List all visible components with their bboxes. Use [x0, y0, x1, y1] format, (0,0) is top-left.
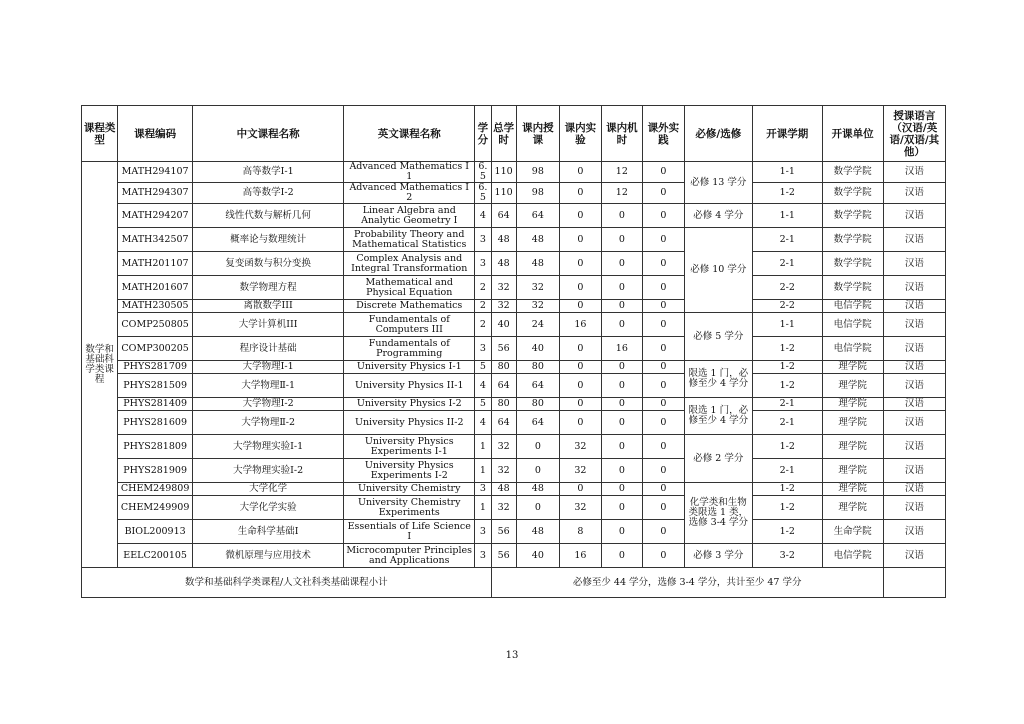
- course-en-name: Advanced Mathematics I 1: [344, 162, 475, 183]
- course-language: 汉语: [883, 276, 945, 300]
- course-language: 汉语: [883, 459, 945, 483]
- course-unit: 电信学院: [822, 300, 883, 313]
- course-lab: 16: [560, 313, 601, 337]
- course-lecture: 0: [516, 435, 560, 459]
- header-computer: 课内机时: [601, 106, 642, 162]
- course-term: 1-2: [753, 435, 822, 459]
- course-language: 汉语: [883, 435, 945, 459]
- course-cn-name: 大学物理Ⅱ-2: [192, 411, 343, 435]
- course-computer: 0: [601, 252, 642, 276]
- course-code: COMP300205: [118, 337, 193, 361]
- course-lecture: 32: [516, 300, 560, 313]
- course-code: MATH294207: [118, 204, 193, 228]
- required-group: 必修 3 学分: [684, 544, 752, 568]
- required-group: 必修 4 学分: [684, 204, 752, 228]
- course-unit: 理学院: [822, 411, 883, 435]
- course-row: [82, 544, 946, 568]
- course-hours: 32: [491, 459, 516, 483]
- course-lecture: 40: [516, 544, 560, 568]
- course-lecture: 80: [516, 361, 560, 374]
- course-row: [82, 162, 946, 183]
- course-computer: 12: [601, 183, 642, 204]
- course-term: 2-2: [753, 300, 822, 313]
- course-language: 汉语: [883, 520, 945, 544]
- header-total-hours: 总学时: [491, 106, 516, 162]
- course-computer: 0: [601, 228, 642, 252]
- course-lecture: 64: [516, 204, 560, 228]
- course-computer: 0: [601, 300, 642, 313]
- course-practice: 0: [643, 496, 684, 520]
- course-lab: 0: [560, 228, 601, 252]
- course-unit: 电信学院: [822, 337, 883, 361]
- course-unit: 理学院: [822, 361, 883, 374]
- course-credit: 2: [475, 313, 492, 337]
- course-code: PHYS281909: [118, 459, 193, 483]
- course-row: [82, 300, 946, 313]
- header-unit: 开课单位: [822, 106, 883, 162]
- summary-value: 必修至少 44 学分，选修 3-4 学分，共计至少 47 学分: [491, 568, 883, 598]
- course-practice: 0: [643, 483, 684, 496]
- course-cn-name: 概率论与数理统计: [192, 228, 343, 252]
- header-practice: 课外实践: [643, 106, 684, 162]
- course-unit: 理学院: [822, 459, 883, 483]
- course-credit: 2: [475, 300, 492, 313]
- course-cn-name: 大学物理实验Ⅰ-1: [192, 435, 343, 459]
- course-term: 2-1: [753, 459, 822, 483]
- course-lecture: 0: [516, 496, 560, 520]
- course-credit: 6. 5: [475, 162, 492, 183]
- course-lecture: 48: [516, 252, 560, 276]
- course-language: 汉语: [883, 183, 945, 204]
- course-term: 2-2: [753, 276, 822, 300]
- course-cn-name: 大学物理Ⅰ-2: [192, 398, 343, 411]
- course-lab: 0: [560, 337, 601, 361]
- course-practice: 0: [643, 204, 684, 228]
- course-lecture: 48: [516, 520, 560, 544]
- course-unit: 理学院: [822, 483, 883, 496]
- course-credit: 3: [475, 228, 492, 252]
- course-computer: 16: [601, 337, 642, 361]
- course-term: 1-1: [753, 204, 822, 228]
- course-computer: 0: [601, 374, 642, 398]
- course-hours: 32: [491, 300, 516, 313]
- course-computer: 0: [601, 411, 642, 435]
- course-row: [82, 361, 946, 374]
- course-practice: 0: [643, 300, 684, 313]
- course-lab: 0: [560, 374, 601, 398]
- course-unit: 理学院: [822, 374, 883, 398]
- course-lecture: 80: [516, 398, 560, 411]
- course-practice: 0: [643, 252, 684, 276]
- course-code: MATH294307: [118, 183, 193, 204]
- course-term: 1-1: [753, 162, 822, 183]
- required-group: 必修 2 学分: [684, 435, 752, 483]
- course-cn-name: 数学物理方程: [192, 276, 343, 300]
- course-lecture: 48: [516, 228, 560, 252]
- course-practice: 0: [643, 520, 684, 544]
- course-lab: 16: [560, 544, 601, 568]
- course-unit: 数学学院: [822, 162, 883, 183]
- required-group: 限选 1 门，必修至少 4 学分: [684, 361, 752, 398]
- course-term: 2-1: [753, 228, 822, 252]
- course-credit: 3: [475, 337, 492, 361]
- course-en-name: University Physics Experiments I-1: [344, 435, 475, 459]
- course-language: 汉语: [883, 300, 945, 313]
- course-language: 汉语: [883, 544, 945, 568]
- course-term: 1-1: [753, 313, 822, 337]
- course-row: [82, 183, 946, 204]
- required-group: 必修 5 学分: [684, 313, 752, 361]
- course-lecture: 48: [516, 483, 560, 496]
- course-practice: 0: [643, 544, 684, 568]
- course-row: [82, 337, 946, 361]
- course-practice: 0: [643, 313, 684, 337]
- course-computer: 0: [601, 361, 642, 374]
- curriculum-table: [81, 105, 946, 598]
- course-computer: 0: [601, 276, 642, 300]
- course-code: PHYS281509: [118, 374, 193, 398]
- course-practice: 0: [643, 398, 684, 411]
- course-hours: 48: [491, 228, 516, 252]
- course-language: 汉语: [883, 204, 945, 228]
- course-lab: 0: [560, 398, 601, 411]
- course-type: 数学和基础科学类课程: [82, 162, 118, 568]
- course-row: [82, 483, 946, 496]
- course-credit: 4: [475, 374, 492, 398]
- page-number: 13: [505, 650, 519, 661]
- course-lab: 32: [560, 459, 601, 483]
- course-credit: 3: [475, 520, 492, 544]
- course-credit: 1: [475, 459, 492, 483]
- course-computer: 0: [601, 398, 642, 411]
- course-term: 2-1: [753, 252, 822, 276]
- course-lecture: 0: [516, 459, 560, 483]
- course-cn-name: 高等数学Ⅰ-1: [192, 162, 343, 183]
- course-code: PHYS281709: [118, 361, 193, 374]
- course-credit: 5: [475, 361, 492, 374]
- course-en-name: University Physics II-1: [344, 374, 475, 398]
- course-cn-name: 高等数学Ⅰ-2: [192, 183, 343, 204]
- course-code: PHYS281809: [118, 435, 193, 459]
- course-en-name: Fundamentals of Computers III: [344, 313, 475, 337]
- course-lecture: 98: [516, 162, 560, 183]
- course-language: 汉语: [883, 361, 945, 374]
- course-code: MATH201607: [118, 276, 193, 300]
- course-lab: 0: [560, 183, 601, 204]
- course-practice: 0: [643, 183, 684, 204]
- course-en-name: Fundamentals of Programming: [344, 337, 475, 361]
- course-computer: 12: [601, 162, 642, 183]
- course-lab: 0: [560, 162, 601, 183]
- course-unit: 电信学院: [822, 544, 883, 568]
- course-cn-name: 大学化学实验: [192, 496, 343, 520]
- course-computer: 0: [601, 520, 642, 544]
- header-required: 必修/选修: [684, 106, 752, 162]
- course-en-name: Probability Theory and Mathematical Statistics: [344, 228, 475, 252]
- course-computer: 0: [601, 544, 642, 568]
- course-en-name: Linear Algebra and Analytic Geometry I: [344, 204, 475, 228]
- course-language: 汉语: [883, 162, 945, 183]
- course-unit: 数学学院: [822, 228, 883, 252]
- course-term: 1-2: [753, 483, 822, 496]
- course-hours: 32: [491, 276, 516, 300]
- course-practice: 0: [643, 361, 684, 374]
- course-row: [82, 374, 946, 398]
- course-practice: 0: [643, 276, 684, 300]
- course-row: [82, 204, 946, 228]
- course-cn-name: 生命科学基础Ⅰ: [192, 520, 343, 544]
- course-row: [82, 252, 946, 276]
- course-lab: 0: [560, 276, 601, 300]
- course-term: 1-2: [753, 374, 822, 398]
- course-credit: 1: [475, 496, 492, 520]
- course-unit: 生命学院: [822, 520, 883, 544]
- course-language: 汉语: [883, 411, 945, 435]
- course-credit: 4: [475, 204, 492, 228]
- course-lab: 32: [560, 496, 601, 520]
- course-code: PHYS281409: [118, 398, 193, 411]
- course-code: CHEM249909: [118, 496, 193, 520]
- course-language: 汉语: [883, 313, 945, 337]
- course-hours: 64: [491, 374, 516, 398]
- course-cn-name: 大学计算机III: [192, 313, 343, 337]
- course-computer: 0: [601, 313, 642, 337]
- course-hours: 48: [491, 252, 516, 276]
- course-cn-name: 大学物理实验Ⅰ-2: [192, 459, 343, 483]
- course-lab: 0: [560, 300, 601, 313]
- course-unit: 电信学院: [822, 313, 883, 337]
- course-cn-name: 程序设计基础: [192, 337, 343, 361]
- course-en-name: Essentials of Life Science I: [344, 520, 475, 544]
- header-en-name: 英文课程名称: [344, 106, 475, 162]
- course-code: COMP250805: [118, 313, 193, 337]
- course-language: 汉语: [883, 398, 945, 411]
- header-lab: 课内实验: [560, 106, 601, 162]
- course-en-name: University Physics I-2: [344, 398, 475, 411]
- course-lecture: 64: [516, 411, 560, 435]
- course-row: [82, 496, 946, 520]
- header-type: 课程类型: [82, 106, 118, 162]
- header-row: [82, 106, 946, 162]
- course-lab: 32: [560, 435, 601, 459]
- course-hours: 56: [491, 337, 516, 361]
- course-row: [82, 276, 946, 300]
- course-hours: 64: [491, 204, 516, 228]
- course-hours: 48: [491, 483, 516, 496]
- course-lab: 0: [560, 252, 601, 276]
- course-language: 汉语: [883, 228, 945, 252]
- course-computer: 0: [601, 435, 642, 459]
- course-language: 汉语: [883, 337, 945, 361]
- course-practice: 0: [643, 162, 684, 183]
- course-hours: 64: [491, 411, 516, 435]
- course-unit: 理学院: [822, 398, 883, 411]
- required-group: 必修 13 学分: [684, 162, 752, 204]
- course-language: 汉语: [883, 483, 945, 496]
- course-credit: 6. 5: [475, 183, 492, 204]
- course-unit: 数学学院: [822, 183, 883, 204]
- course-practice: 0: [643, 228, 684, 252]
- course-language: 汉语: [883, 252, 945, 276]
- course-language: 汉语: [883, 496, 945, 520]
- course-unit: 理学院: [822, 496, 883, 520]
- course-code: PHYS281609: [118, 411, 193, 435]
- course-lecture: 24: [516, 313, 560, 337]
- required-group: 限选 1 门，必修至少 4 学分: [684, 398, 752, 435]
- course-practice: 0: [643, 374, 684, 398]
- course-hours: 80: [491, 398, 516, 411]
- course-hours: 32: [491, 496, 516, 520]
- course-en-name: University Chemistry Experiments: [344, 496, 475, 520]
- course-row: [82, 520, 946, 544]
- course-lecture: 40: [516, 337, 560, 361]
- course-practice: 0: [643, 337, 684, 361]
- course-row: [82, 228, 946, 252]
- course-en-name: Discrete Mathematics: [344, 300, 475, 313]
- course-lab: 0: [560, 361, 601, 374]
- course-en-name: University Physics Experiments I-2: [344, 459, 475, 483]
- course-en-name: University Chemistry: [344, 483, 475, 496]
- course-term: 2-1: [753, 398, 822, 411]
- header-language: 授课语言（汉语/英语/双语/其他）: [883, 106, 945, 162]
- header-lecture: 课内授课: [516, 106, 560, 162]
- course-code: EELC200105: [118, 544, 193, 568]
- course-unit: 数学学院: [822, 252, 883, 276]
- course-cn-name: 微机原理与应用技术: [192, 544, 343, 568]
- course-hours: 40: [491, 313, 516, 337]
- course-practice: 0: [643, 411, 684, 435]
- course-lab: 0: [560, 411, 601, 435]
- course-lab: 0: [560, 483, 601, 496]
- course-cn-name: 离散数学III: [192, 300, 343, 313]
- summary-label: 数学和基础科学类课程/人文社科类基础课程小计: [82, 568, 492, 598]
- course-en-name: University Physics I-1: [344, 361, 475, 374]
- course-code: MATH201107: [118, 252, 193, 276]
- course-term: 1-2: [753, 361, 822, 374]
- course-lecture: 98: [516, 183, 560, 204]
- required-group: 化学类和生物类限选 1 类，选修 3-4 学分: [684, 483, 752, 544]
- course-en-name: Advanced Mathematics I 2: [344, 183, 475, 204]
- course-en-name: Complex Analysis and Integral Transformation: [344, 252, 475, 276]
- course-practice: 0: [643, 459, 684, 483]
- course-hours: 110: [491, 162, 516, 183]
- course-hours: 56: [491, 544, 516, 568]
- course-en-name: Mathematical and Physical Equation: [344, 276, 475, 300]
- course-row: [82, 459, 946, 483]
- course-unit: 数学学院: [822, 204, 883, 228]
- course-credit: 1: [475, 435, 492, 459]
- course-computer: 0: [601, 483, 642, 496]
- summary-empty-cell: [883, 568, 945, 598]
- course-code: BIOL200913: [118, 520, 193, 544]
- course-code: MATH230505: [118, 300, 193, 313]
- course-credit: 3: [475, 483, 492, 496]
- course-term: 1-2: [753, 183, 822, 204]
- course-lab: 0: [560, 204, 601, 228]
- course-lab: 8: [560, 520, 601, 544]
- summary-row: [82, 568, 946, 598]
- header-credit: 学分: [475, 106, 492, 162]
- course-en-name: Microcomputer Principles and Applications: [344, 544, 475, 568]
- course-code: MATH294107: [118, 162, 193, 183]
- course-computer: 0: [601, 459, 642, 483]
- course-en-name: University Physics II-2: [344, 411, 475, 435]
- course-cn-name: 大学物理Ⅱ-1: [192, 374, 343, 398]
- header-code: 课程编码: [118, 106, 193, 162]
- course-row: [82, 398, 946, 411]
- course-credit: 5: [475, 398, 492, 411]
- course-credit: 4: [475, 411, 492, 435]
- course-unit: 理学院: [822, 435, 883, 459]
- course-credit: 3: [475, 544, 492, 568]
- course-practice: 0: [643, 435, 684, 459]
- header-term: 开课学期: [753, 106, 822, 162]
- course-unit: 数学学院: [822, 276, 883, 300]
- course-term: 3-2: [753, 544, 822, 568]
- course-hours: 32: [491, 435, 516, 459]
- course-hours: 110: [491, 183, 516, 204]
- required-group: 必修 10 学分: [684, 228, 752, 313]
- course-row: [82, 411, 946, 435]
- course-term: 2-1: [753, 411, 822, 435]
- course-credit: 3: [475, 252, 492, 276]
- course-code: MATH342507: [118, 228, 193, 252]
- course-cn-name: 大学化学: [192, 483, 343, 496]
- course-term: 1-2: [753, 496, 822, 520]
- course-row: [82, 313, 946, 337]
- course-computer: 0: [601, 204, 642, 228]
- course-language: 汉语: [883, 374, 945, 398]
- course-hours: 80: [491, 361, 516, 374]
- course-code: CHEM249809: [118, 483, 193, 496]
- course-computer: 0: [601, 496, 642, 520]
- course-credit: 2: [475, 276, 492, 300]
- course-cn-name: 线性代数与解析几何: [192, 204, 343, 228]
- course-term: 1-2: [753, 337, 822, 361]
- course-term: 1-2: [753, 520, 822, 544]
- header-cn-name: 中文课程名称: [192, 106, 343, 162]
- course-row: [82, 435, 946, 459]
- course-hours: 56: [491, 520, 516, 544]
- course-cn-name: 大学物理Ⅰ-1: [192, 361, 343, 374]
- course-cn-name: 复变函数与积分变换: [192, 252, 343, 276]
- course-lecture: 64: [516, 374, 560, 398]
- course-lecture: 32: [516, 276, 560, 300]
